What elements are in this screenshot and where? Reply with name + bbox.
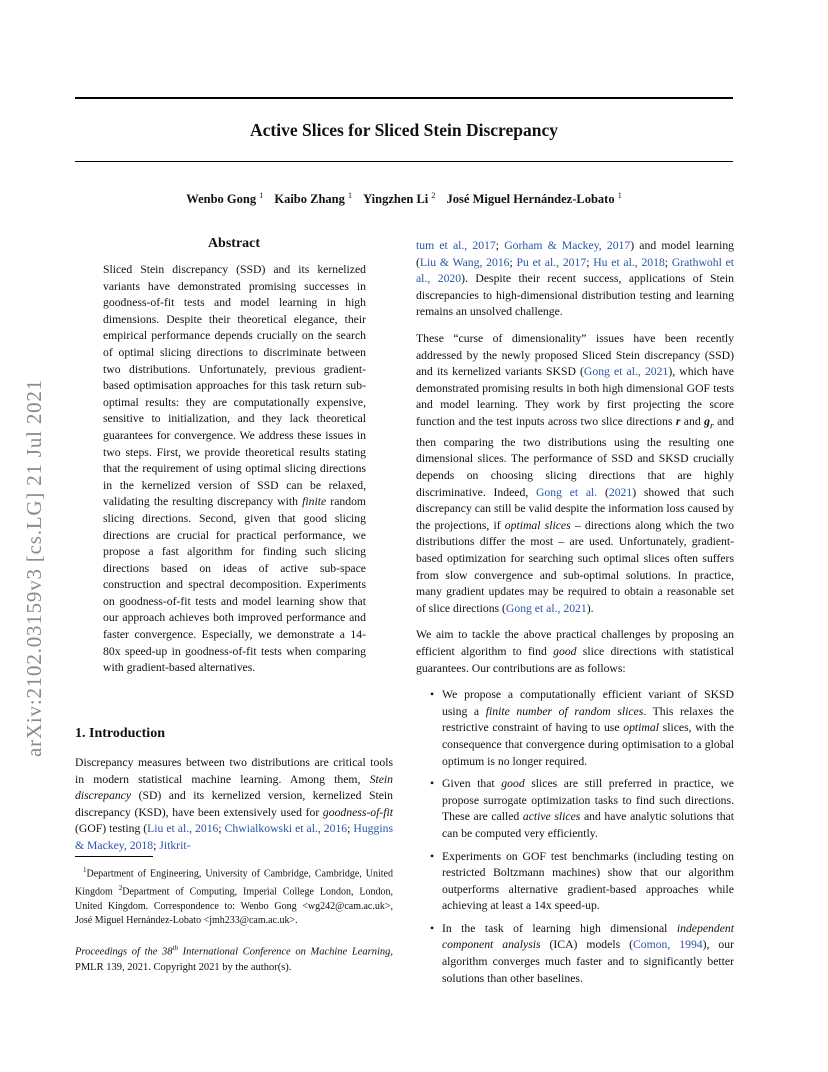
introduction-paragraph: Discrepancy measures between two distributions are critical tools in modern statistical machine learning. Among them, Stein discrepancy (SD) and its kernelized version, kernelized Stein discrepancy (KSD), have been extensively used for goodness-of-fit (GOF) testing (Liu et al., 2016; Chwialkowski et al., 2016; Huggins & Mackey, 2018; Jitkrit- [75,756,393,852]
arxiv-identifier: arXiv:2102.03159v3 [cs.LG] 21 Jul 2021 [22,378,46,757]
bullet-icon: • [430,688,435,702]
footnote-rule [75,856,153,857]
bullet-icon: • [430,777,435,791]
paragraph: We aim to tackle the above practical challenges by proposing an efficient algorithm to find good slice directions with statistical guarantees. Our contributions are as follows: [416,628,734,675]
citation-link[interactable]: Pu et al., 2017 [516,255,587,269]
citation-link[interactable]: Comon, 1994 [632,938,703,952]
citation-link[interactable]: Huggins & Mackey, 2018 [75,822,393,852]
paragraph: tum et al., 2017; Gorham & Mackey, 2017) and model learning (Liu & Wang, 2016; Pu et al., 2017; Hu et al., 2018; Grathwohl et al., 2020). Despite their recent success, applications of Stein discrepancies to high-dimensional distribution testing and learning remains an unsolved challenge. [416,239,735,319]
citation-link[interactable]: Grathwohl et al., 2020 [416,255,735,286]
list-item: • Given that good slices are still preferred in practice, we propose surrogate optimization tasks to find such directions. These are called active slices and have analytic solutions that can be computed very efficiently. [430,777,734,840]
citation-link[interactable]: Gong et al. [535,485,598,499]
contribution-list [416,687,734,987]
abstract-heading: Abstract [207,236,261,251]
author: Wenbo Gong $^1$ [186,191,264,207]
title-top-rule [75,97,733,99]
citation-link[interactable]: Gong et al., 2021 [505,601,587,615]
abstract-body: Sliced Stein discrepancy (SSD) and its kernelized variants have demonstrated promising successes in goodness-of-fit tests and model learning in high dimensions. Despite their theoretical elegance, their empirical performance depends crucially on the search of optimal slicing directions to discriminate between two distributions. Unfortunately, previous gradient-based optimisation approaches for this task return sub-optimal results: they are computationally expensive, sensitive to initialization, and they lack theoretical guarantees for convergence. We address these issues in two steps. First, we provide theoretical results stating that the requirement of using optimal slicing directions in the kernelized version of SSD can be relaxed, validating the resulting discrepancy with finite random slicing directions. Second, given that good slicing directions are crucial for practical performance, we propose a fast algorithm for finding such slicing directions based on ideas of active sub-space construction and spectral decomposition. Experiments on goodness-of-fit tests and model learning show that our approach achieves both improved performance and faster convergence. Especially, we demonstrate a 14-80x speed-up in goodness-of-fit tests when comparing with gradient-based alternatives. [103,263,366,675]
paper-title: Active Slices for Sliced Stein Discrepancy [250,120,558,140]
citation-link[interactable]: Gong et al., 2021 [583,365,669,379]
author: Kaibo Zhang $^1$ [274,191,352,207]
citation-link[interactable]: 2021 [608,485,633,499]
citation-link[interactable]: Liu et al., 2016 [147,822,219,836]
list-item: • Experiments on GOF test benchmarks (including testing on restricted Boltzmann machines) show that our algorithm outperforms alternative gradient-based approaches while achieving at least a 14x speed-up. [430,849,734,913]
list-item: • In the task of learning high dimensional independent component analysis (ICA) models (Comon, 1994), our algorithm converges much faster and to significantly better solutions than other baselines. [430,921,734,985]
citation-link[interactable]: Gorham & Mackey, 2017 [504,239,631,252]
citation-link[interactable]: Hu et al., 2018 [593,255,665,269]
citation-link[interactable]: Chwialkowski et al., 2016 [224,822,348,836]
author: José Miguel Hernández-Lobato $^1$ [446,191,622,207]
affiliation-footnote: $^1$Department of Engineering, University of Cambridge, Cambridge, United Kingdom $^2$Department of Computing, Imperial College London, London, United Kingdom. Correspondence to: Wenbo Gong <wg242@cam.ac.uk>, José Miguel Hernández-Lobato <jmh233@cam.ac.uk>. [75,866,394,926]
right-column [416,238,734,993]
bullet-icon: • [430,921,435,935]
author-list [75,191,733,207]
list-item: • We propose a computationally efficient variant of SKSD using a finite number of random slices. This relaxes the restrictive constraint of having to use optimal slices, with the consequence that convergence during optimisation to a global optimum is no longer required. [430,688,734,768]
title-bottom-rule [75,161,733,162]
citation-link[interactable]: tum et al., 2017 [416,239,496,252]
citation-link[interactable]: Jitkrit- [159,838,191,852]
bullet-icon: • [430,849,435,863]
citation-link[interactable]: Liu & Wang, 2016 [419,255,510,269]
author: Yingzhen Li $^2$ [363,191,436,207]
section-heading-introduction: 1. Introduction [75,726,165,741]
paragraph: These “curse of dimensionality” issues have been recently addressed by the newly proposed Sliced Stein discrepancy (SSD) and its kernelized variants SKSD (Gong et al., 2021), which have demonstrated promising results in both high dimensional GOF tests and model learning. They work by first projecting the score function and the test inputs across two slice directions r and $g_r$ and then comparing the two distributions using the resulting one dimensional slices. The performance of SSD and SKSD crucially depends on choosing slicing directions that are highly discriminative. Indeed, Gong et al. (2021) showed that such discrepancy can still be valid despite the information loss caused by the projections, if optimal slices – directions along which the two distributions differ the most – are used. Unfortunately, gradient-based optimization for searching such optimal slices often suffers from slow convergence and sub-optimal solutions. In practice, many gradient updates may be required to obtain a reasonable set of slice directions (Gong et al., 2021). [416,331,735,615]
proceedings-note: Proceedings of the 38th International Conference on Machine Learning, PMLR 139, 2021. Copyright 2021 by the author(s). [75,944,393,973]
